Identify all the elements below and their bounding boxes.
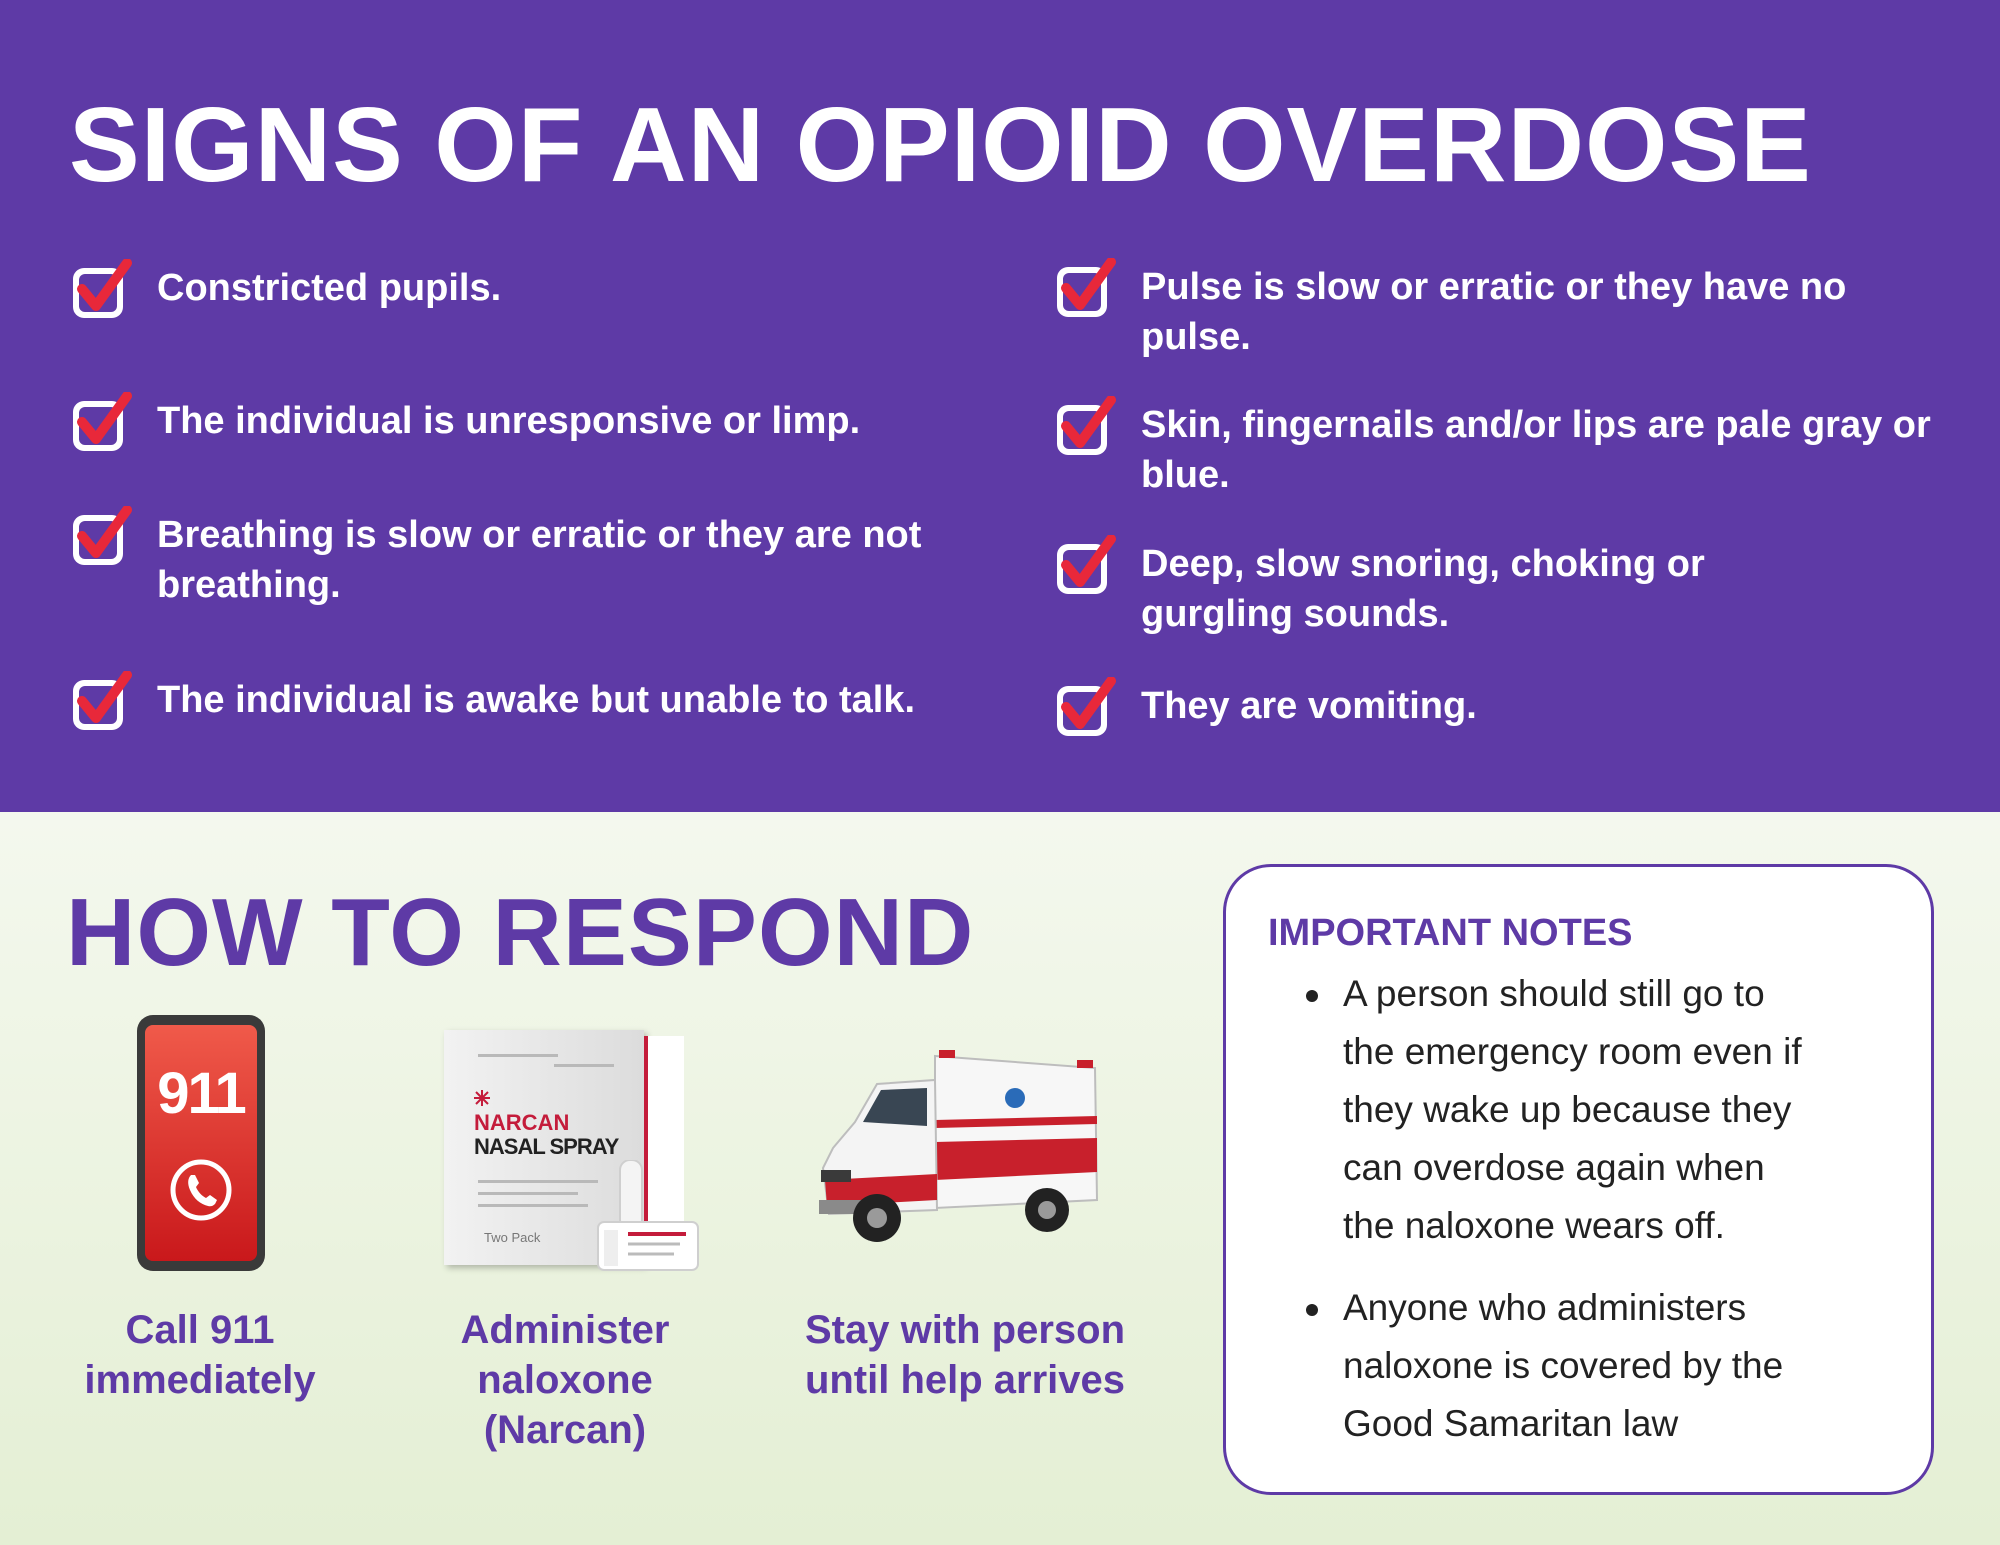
sign-item [1054,681,1954,739]
step-caption-stay: Stay with person until help arrives [804,1308,1126,1402]
sign-text: Skin, fingernails and/or lips are pale gray or blue. [1141,404,1931,496]
signs-title: SIGNS OF AN OPIOID OVERDOSE [69,86,1812,204]
notes-list [1226,965,1813,1477]
checkbox-checked-icon [1054,258,1116,320]
call-icon [169,1158,233,1222]
sign-text: Pulse is slow or erratic or they have no pulse. [1141,266,1847,358]
checkbox-checked-icon [70,392,132,454]
checkbox-checked-icon [1054,677,1116,739]
note-item: A person should still go to the emergency room even if they wake up because they can overdose again when the naloxone wears off. [1226,965,1813,1255]
checkbox-checked-icon [1054,396,1116,458]
sign-item [70,675,1030,733]
narcan-pack: Two Pack [484,1230,541,1245]
sign-text: The individual is awake but unable to talk. [157,679,916,721]
step-caption-call: Call 911 immediately [84,1308,316,1402]
important-notes-box [1223,864,1934,1495]
sign-item [1054,262,1954,362]
narcan-brand: NARCAN [474,1110,570,1135]
sign-text: Deep, slow snoring, choking or gurgling sounds. [1141,543,1705,635]
sign-item [70,510,950,610]
narcan-product: NASAL SPRAY [474,1134,619,1159]
ambulance-image [815,1050,1105,1250]
sign-item [1054,539,1954,639]
sign-text: They are vomiting. [1141,685,1477,727]
note-item: Anyone who administers naloxone is covered by the Good Samaritan law [1226,1279,1813,1453]
sign-item [1054,400,1954,500]
checkbox-checked-icon [1054,535,1116,597]
sign-text: Breathing is slow or erratic or they are not breathing. [157,514,922,606]
checkbox-checked-icon [70,671,132,733]
nasal-spray-device [590,1160,700,1275]
sign-item [70,396,1000,454]
checkbox-checked-icon [70,259,132,321]
sign-text: Constricted pupils. [157,267,502,309]
respond-title: HOW TO RESPOND [66,879,975,986]
narcan-logo-icon [474,1090,490,1106]
sign-item [70,263,1000,321]
phone-number: 911 [157,1061,245,1126]
sign-text: The individual is unresponsive or limp. [157,400,861,442]
notes-heading: IMPORTANT NOTES [1268,912,1633,954]
checkbox-checked-icon [70,506,132,568]
phone-screen [145,1025,257,1261]
phone-911-icon [137,1015,265,1271]
narcan-nasal-spray-image [440,1030,700,1280]
step-caption-naloxone: Administer naloxone (Narcan) [460,1308,670,1452]
